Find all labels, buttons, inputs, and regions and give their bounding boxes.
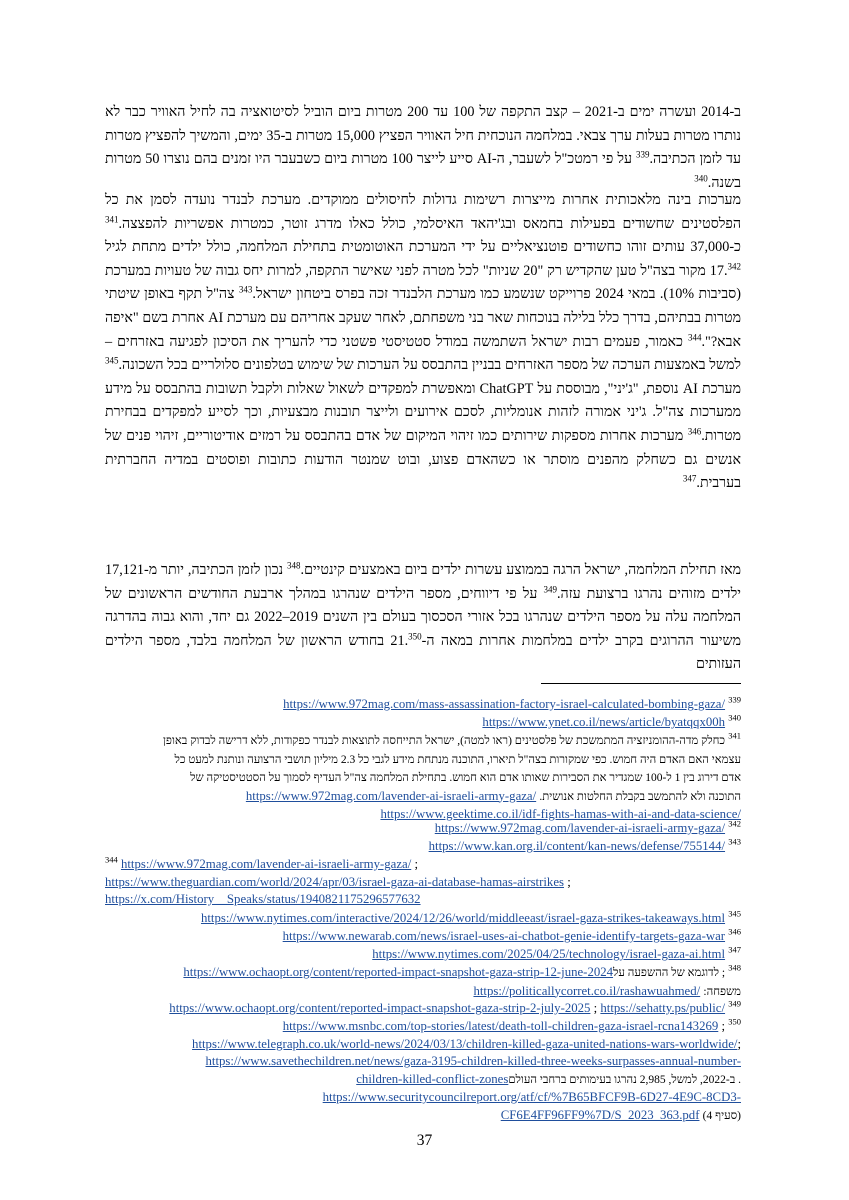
footnote-341 [105,732,741,824]
footnote-number: 344 [105,854,118,865]
footnote-ref[interactable]: 339 [636,149,650,160]
footnote-link[interactable]: https://www.972mag.com/lavender-ai-israeli-army-gaza/ [434,821,726,835]
footnote-link[interactable]: https://www.ynet.co.il/news/article/byatqqx00h [482,715,726,729]
footnote-link[interactable]: children-killed-conflict-zones [356,1071,509,1086]
footnote-348 [105,964,741,1001]
footnote-347 [105,946,741,964]
footnote-link[interactable]: https://www.telegraph.co.uk/world-news/2024/03/13/children-killed-gaza-united-nations-wars-worldwide/ [192,1036,738,1051]
footnote-343 [105,838,741,856]
footnote-link[interactable]: https://www.972mag.com/mass-assassination-factory-israel-calculated-bombing-gaza/ [283,697,726,711]
footnote-text: כחלק מדה-ההומניזציה המתמשכת של פלסטינים (ראו למטה), ישראל התייחסה לתוצאות לבנדר כפקודות, ללא דרישה לבדוק באופן [163,735,726,747]
paragraph-text: מאז תחילת המלחמה, ישראל הרגה בממוצע עשרות ילדים ביום באמצעים קינטיים. [300,562,741,578]
footnote-text: משפחה: [703,985,741,998]
footnote-link[interactable]: https://www.kan.org.il/content/kan-news/defense/755144/ [428,839,726,853]
footnote-number: 341 [728,730,741,741]
footnote-link[interactable]: https://www.securitycouncilreport.org/atf/cf/%7B65BFCF9B-6D27-4E9C-8CD3- [322,1090,741,1104]
footnote-ref[interactable]: 344 [687,331,702,342]
footnote-separator-text: ; [564,874,571,889]
footnote-ref[interactable]: 346 [687,426,702,437]
body-paragraph-1 [105,101,741,195]
footnote-ref[interactable]: 341 [105,213,119,224]
footnote-340 [105,714,741,732]
footnote-text: אדם דירוג בין 1 ל-100 שמגדיר את הסבירות שאותו אדם הוא חמוש. בתחילת המלחמה צה"ל העדיף לסמוך על הסטטיסטיקה של [190,772,741,784]
footnote-link[interactable]: https://www.msnbc.com/top-stories/latest/death-toll-children-gaza-israel-rcna143269 [282,1019,719,1033]
footnote-link[interactable]: https://www.savethechildren.net/news/gaza-3195-children-killed-three-weeks-surpasses-annual-number- [205,1054,741,1068]
footnote-text: (סעיף 4) [702,1109,741,1122]
paragraph-text: כ-37,000 עותים זוהו כחשודים פוטנציאליים על ידי המערכת האוטומטית בתחילת המלחמה, כולל ילדים מתחת לגיל 17. [105,239,741,279]
footnote-link[interactable]: https://politicallycorret.co.il/rashawuahmed/ [473,983,701,998]
footnote-number: 348 [728,962,741,973]
footnote-ref[interactable]: 342 [727,261,741,272]
body-paragraph-3 [105,559,741,677]
paragraph-text: מקור בצה"ל טען שהקדיש רק "20 שניות" לכל מטרה לפני שאישר התקפה, למרות יחס גבוה של טעויות במערכת (סביבות 10%). במאי 2024 פרוייקט שנשמע כמו מערכת הלבנדר זכה בפרס ביטחון ישראל. [105,262,741,303]
footnote-number: 342 [728,818,741,829]
footnote-number: 350 [728,1016,741,1027]
footnote-link[interactable]: https://www.ochaopt.org/content/reported-impact-snapshot-gaza-strip-12-june-2024 [183,965,614,979]
footnote-text: עצמאי האם האדם היה חמוש. כפי שמקורות בצה"ל תיארו, התוכנה מנתחת מידע לגבי כל 2.3 מיליון תושבי הרצועה ונותנת למעט כל [174,753,741,766]
paragraph-text: על פי רמטכ"ל לשעבר, ה-AI סייע לייצר 100 מטרות ביום כשבעבר היו זמנים בהם נוצרו 50 מטרות בשנה. [105,151,741,191]
footnote-link[interactable]: https://www.972mag.com/lavender-ai-israeli-army-gaza/ [120,857,412,871]
footnote-ref[interactable]: 350 [408,631,422,642]
footnote-link[interactable]: https://www.nytimes.com/interactive/2024/12/26/world/middleeast/israel-gaza-strikes-takeaways.html [200,911,726,925]
paragraph-text: מערכות אחרות מספקות שירותים כמו זיהוי המיקום של אדם בהתבסס על רמזים אודיטוריים, זיהוי פנים של אנשים גם כשחלק מהפנים מוסתר או כשהאדם פצוע, ובוט שמנטר הודעות כתובות ופוסטים במדיה החברתית בערבית. [105,427,741,492]
footnote-342 [105,820,741,838]
footnote-separator-text: ; [590,1001,601,1015]
footnote-link[interactable]: https://www.geektime.co.il/idf-fights-hamas-with-ai-and-data-science/ [380,807,741,821]
footnote-350 [105,1018,741,1125]
footnote-text: . ב-2022, למשל, 2,985 נהרגו בעימותים ברחבי העולם [508,1073,741,1086]
footnote-344 [105,856,741,909]
footnote-number: 343 [728,836,741,847]
footnote-link[interactable]: https://www.newarab.com/news/israel-uses-ai-chatbot-genie-identify-targets-gaza-war [282,929,726,943]
footnote-349 [105,1000,741,1018]
footnote-text: התוכנה ולא להתמשב בקבלת החלטות אנושית. [539,790,741,803]
footnote-number: 349 [728,998,741,1009]
paragraph-text: על פי דיווחים, מספר הילדים שנהרגו במהלך ארבעת החודשים הראשונים של המלחמה עלה על מספר הילדים שנהרגו בכל אזורי הסכסוך בעולם בין השנים 2019–2022 גם יחד, והוא גבוה בהדרגה משיעור ההרוגים בקרב ילדים במלחמות אחרות במאה ה-21. [105,585,742,649]
footnote-number: 339 [728,694,741,705]
footnote-text: ; לדוגמא של ההשפעה על [613,967,726,979]
paragraph-text: ב-2014 ועשרה ימים ב-2021 – קצב התקפה של 100 עד 200 מטרות ביום הוביל לסיטואציה בה לחיל האוויר כבר לא נותרו מטרות בעלות ערך צבאי. במלחמה הנוכחית חיל האוויר הפציץ 15,000 מטרות ב-35 ימים, והמשיך להפציץ מטרות עד לזמן הכתיבה. [105,104,742,168]
paragraph-text: כאמור, פעמים רבות ישראל השתמשה במודל סטטיסטי פשטני כדי להעריך את הסיכון לפגיעה באזרחים – למשל באמצעות הערכה של מספר האזרחים בבניין בהתבסס על הערכות של שימוש בטלפונים סלולריים בכל השכונה. [105,333,741,374]
footnote-separator-text: ; [411,857,419,871]
footnote-separator-text: ; [737,1036,741,1051]
footnote-link[interactable]: https://x.com/History__Speaks/status/1940821175296577632 [105,892,421,906]
footnote-ref[interactable]: 343 [238,284,253,295]
footnote-ref[interactable]: 349 [543,583,557,594]
footnote-link[interactable]: https://www.ochaopt.org/content/reported-impact-snapshot-gaza-strip-2-july-2025 [169,1001,591,1015]
paragraph-text: נכון לזמן הכתיבה, יותר מ-17,121 ילדים מזוהים נהרגו ברצועת עזה. [105,562,741,602]
footnote-link[interactable]: https://sehatty.ps/public/ [600,1001,726,1015]
paragraph-text: מערכות בינה מלאכותית אחרות מייצרות רשימות גדולות לחיסולים ממוקדים. מערכת לבנדר נועדה לסמן את כל הפלסטינים שחשודים בפעילות בחמאס ובג'יהאד האיסלמי, כולל כאלו מדרג זוטר, כמטרות אפשריות להפצצה. [105,192,741,232]
footnote-separator-text: ; [721,1019,726,1033]
footnote-number: 345 [728,908,741,919]
footnote-link[interactable]: https://www.972mag.com/lavender-ai-israeli-army-gaza/ [245,788,537,803]
footnote-link[interactable]: CF6E4FF96FF9%7D/S_2023_363.pdf [500,1107,700,1122]
footnote-ref[interactable]: 348 [287,560,301,571]
footnote-339 [105,696,741,714]
footnote-ref[interactable]: 347 [682,473,697,484]
footnote-number: 340 [728,712,741,723]
footnote-ref[interactable]: 345 [105,355,119,366]
body-paragraph-2 [105,189,741,496]
page-number: 37 [416,1132,433,1149]
footnote-number: 346 [728,926,741,937]
footnote-link[interactable]: https://www.nytimes.com/2025/04/25/technology/israel-gaza-ai.html [372,947,726,961]
footnote-346 [105,928,741,946]
footnote-separator [541,683,741,684]
footnote-ref[interactable]: 340 [694,173,708,184]
paragraph-text: מערכת AI נוספת, "ג'יני", מבוססת על ChatGPT ומאפשרת למפקדים לשאול שאלות ולקבל תשובות בהתבסס על מידע ממערכות צה"ל. ג'יני אמורה לזהות אנומליות, לסכם אירועים ולייצר תובנות מבצעיות, וכך לסייע למפקדים בבחירת מטרות. [105,380,741,444]
footnote-number: 347 [728,944,741,955]
paragraph-text: צה"ל תקף באופן שיטתי מטרות בבתיהם, בדרך כלל בלילה בנוכחות שאר בני משפחתם, לאחר שעקב אחריהם עם מערכת AI אחרת בשם "איפה אבא?". [105,286,741,350]
paragraph-text: בחודש הראשון של המלחמה בלבד, מספר הילדים העזותים [105,632,741,673]
footnote-345 [105,910,741,928]
footnote-link[interactable]: https://www.theguardian.com/world/2024/apr/03/israel-gaza-ai-database-hamas-airstrikes [105,874,564,889]
